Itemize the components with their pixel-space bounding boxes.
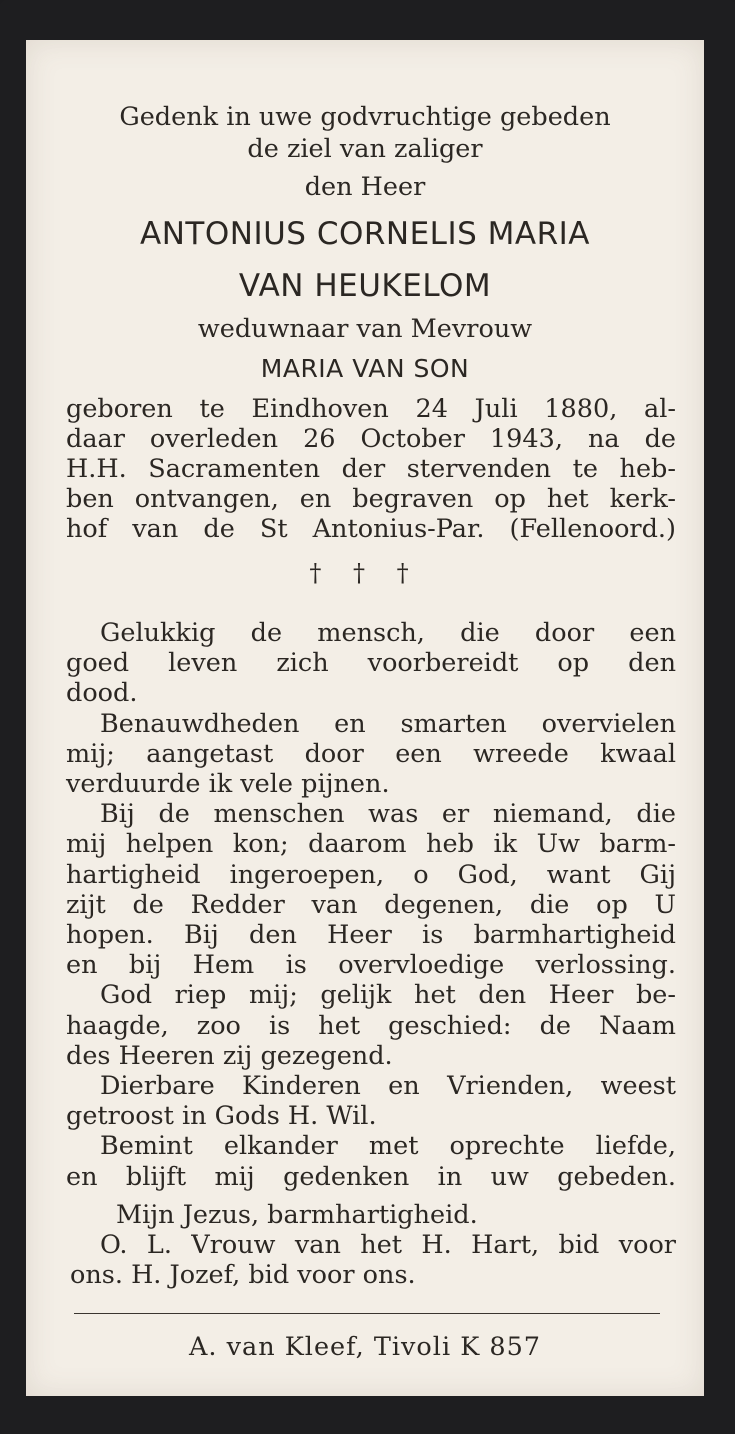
closing-line: O. L. Vrouw van het H. Hart, bid voor (100, 1230, 676, 1260)
prayer-line: goed leven zich voorbereidt op den (66, 648, 676, 679)
deceased-name-line-2: VAN HEUKELOM (238, 268, 492, 304)
printer-imprint: A. van Kleef, Tivoli K 857 (188, 1332, 542, 1362)
prayer-line: hartigheid ingeroepen, o God, want Gij (66, 859, 676, 890)
prayer-line: dood. (66, 678, 138, 709)
bio-line: hof van de St Antonius-Par. (Fellenoord.) (66, 514, 676, 544)
prayer-line: Benauwdheden en smarten overvielen (100, 708, 676, 739)
prayer-line: mij helpen kon; daarom heb ik Uw barm- (66, 829, 676, 860)
bio-line: geboren te Eindhoven 24 Juli 1880, al- (66, 394, 676, 424)
prayer-line: des Heeren zij gezegend. (66, 1040, 393, 1071)
prayer-line: verduurde ik vele pijnen. (66, 769, 390, 799)
prayer-line: Dierbare Kinderen en Vrienden, weest (100, 1071, 676, 1101)
prayer-line: Bemint elkander met oprechte liefde, (100, 1131, 676, 1162)
card-paper (26, 40, 704, 1396)
header-line-1: Gedenk in uwe godvruchtige gebeden (119, 102, 611, 132)
closing-line: Mijn Jezus, barmhartigheid. (116, 1200, 478, 1230)
header-line-2: de ziel van zaliger (247, 134, 483, 164)
deceased-name-line-1: ANTONIUS CORNELIS MARIA (140, 216, 590, 252)
prayer-line: en blijft mij gedenken in uw gebeden. (66, 1161, 676, 1192)
bio-line: ben ontvangen, en begraven op het kerk- (66, 484, 676, 514)
prayer-line: zijt de Redder van degenen, die op U (66, 889, 676, 920)
prayer-line: mij; aangetast door een wreede kwaal (66, 738, 676, 769)
divider-line (74, 1313, 660, 1314)
prayer-line: God riep mij; gelijk het den Heer be- (100, 980, 676, 1011)
prayer-line: haagde, zoo is het geschied: de Naam (66, 1010, 676, 1041)
prayer-line: Bij de menschen was er niemand, die (100, 799, 676, 830)
prayer-line: getroost in Gods H. Wil. (66, 1101, 377, 1132)
crosses-ornament: † † † (309, 559, 421, 587)
prayer-line: en bij Hem is overvloedige verlossing. (66, 950, 676, 981)
header-line-3: den Heer (304, 172, 426, 202)
bio-line: H.H. Sacramenten der stervenden te heb- (66, 454, 676, 484)
prayer-line: Gelukkig de mensch, die door een (100, 618, 676, 648)
bio-line: daar overleden 26 October 1943, na de (66, 424, 676, 454)
relation-text: weduwnaar van Mevrouw (197, 314, 533, 344)
closing-line: ons. H. Jozef, bid voor ons. (70, 1260, 416, 1290)
prayer-line: hopen. Bij den Heer is barmhartigheid (66, 920, 676, 950)
spouse-name: MARIA VAN SON (260, 354, 470, 383)
